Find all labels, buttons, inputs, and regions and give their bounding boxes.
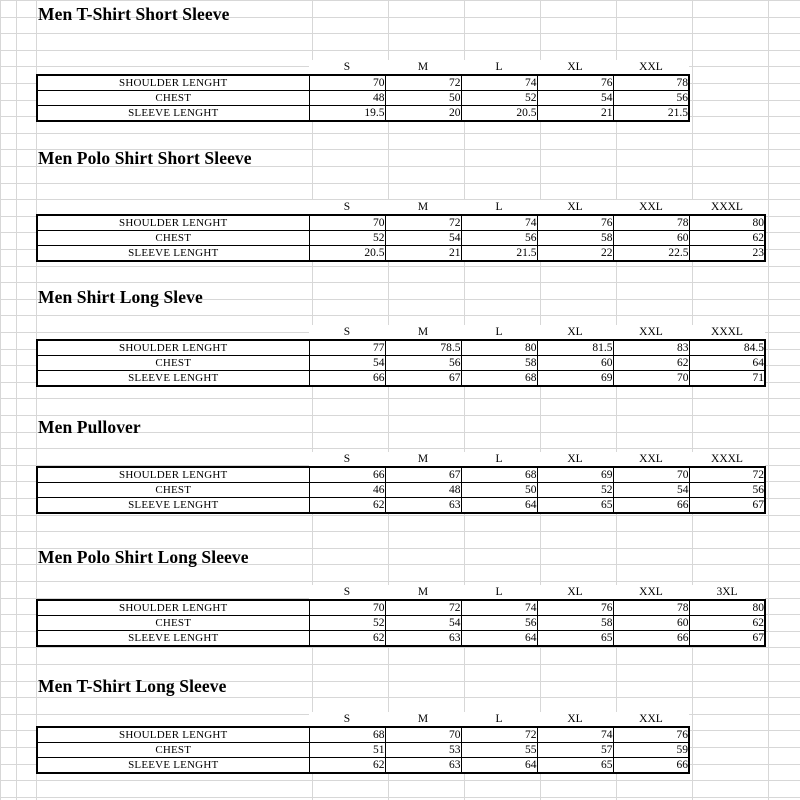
- column-header-l: L: [461, 325, 537, 340]
- measurement-cell: 56: [461, 616, 537, 631]
- column-header-xxxl: XXXL: [689, 452, 765, 467]
- measurement-cell: 65: [537, 498, 613, 514]
- measurement-cell: 74: [461, 600, 537, 616]
- column-header-xxl: XXL: [613, 585, 689, 600]
- column-header-xxxl: XXXL: [689, 200, 765, 215]
- column-header-xl: XL: [537, 452, 613, 467]
- column-header-l: L: [461, 60, 537, 75]
- table-row: [37, 600, 765, 616]
- block-title: Men Pullover: [38, 417, 141, 437]
- column-header-m: M: [385, 60, 461, 75]
- measurement-cell: 80: [461, 340, 537, 356]
- column-header-3xl: 3XL: [689, 585, 765, 600]
- measurement-cell: 70: [309, 215, 385, 231]
- row-label: SLEEVE LENGHT: [37, 371, 309, 387]
- measurement-cell: 66: [309, 467, 385, 483]
- measurement-cell: 69: [537, 467, 613, 483]
- row-label: SLEEVE LENGHT: [37, 631, 309, 647]
- measurement-cell: 70: [309, 600, 385, 616]
- measurement-cell: 53: [385, 743, 461, 758]
- measurement-cell: 60: [613, 231, 689, 246]
- measurement-cell: 59: [613, 743, 689, 758]
- measurement-cell: 50: [385, 91, 461, 106]
- measurement-cell: 76: [613, 727, 689, 743]
- column-header-xxl: XXL: [613, 712, 689, 727]
- column-header-xl: XL: [537, 585, 613, 600]
- measurement-cell: 62: [309, 498, 385, 514]
- column-header-xxl: XXL: [613, 60, 689, 75]
- measurement-cell: 54: [385, 231, 461, 246]
- measurement-cell: 66: [613, 758, 689, 774]
- table-header-row: [37, 325, 765, 340]
- measurement-cell: 64: [461, 758, 537, 774]
- row-label: SLEEVE LENGHT: [37, 498, 309, 514]
- row-label: CHEST: [37, 231, 309, 246]
- measurement-cell: 54: [613, 483, 689, 498]
- measurement-cell: 67: [385, 371, 461, 387]
- measurement-cell: 67: [385, 467, 461, 483]
- column-header-xl: XL: [537, 200, 613, 215]
- measurement-cell: 22: [537, 246, 613, 262]
- table-header-row: [37, 712, 689, 727]
- measurement-cell: 62: [689, 231, 765, 246]
- column-header-xxxl: XXXL: [689, 325, 765, 340]
- measurement-cell: 62: [689, 616, 765, 631]
- measurement-cell: 65: [537, 631, 613, 647]
- block-title: Men Polo Shirt Short Sleeve: [38, 148, 252, 168]
- column-header-s: S: [309, 712, 385, 727]
- measurement-cell: 68: [309, 727, 385, 743]
- measurement-cell: 50: [461, 483, 537, 498]
- measurement-cell: 72: [385, 600, 461, 616]
- measurement-cell: 60: [613, 616, 689, 631]
- column-header-m: M: [385, 325, 461, 340]
- row-label: CHEST: [37, 356, 309, 371]
- measurement-cell: 77: [309, 340, 385, 356]
- measurement-cell: 58: [537, 231, 613, 246]
- measurement-cell: 48: [309, 91, 385, 106]
- size-table: [36, 585, 766, 647]
- column-header-xl: XL: [537, 325, 613, 340]
- measurement-cell: 65: [537, 758, 613, 774]
- table-row: [37, 371, 765, 387]
- measurement-cell: 78: [613, 75, 689, 91]
- measurement-cell: 56: [385, 356, 461, 371]
- measurement-cell: 54: [537, 91, 613, 106]
- measurement-cell: 20: [385, 106, 461, 122]
- size-table: [36, 452, 766, 514]
- measurement-cell: 20.5: [309, 246, 385, 262]
- measurement-cell: 67: [689, 631, 765, 647]
- row-label: SHOULDER LENGHT: [37, 727, 309, 743]
- measurement-cell: 21: [385, 246, 461, 262]
- measurement-cell: 64: [461, 498, 537, 514]
- column-header-s: S: [309, 325, 385, 340]
- measurement-cell: 55: [461, 743, 537, 758]
- measurement-cell: 74: [461, 215, 537, 231]
- measurement-cell: 52: [461, 91, 537, 106]
- measurement-cell: 46: [309, 483, 385, 498]
- measurement-cell: 70: [613, 467, 689, 483]
- table-body: [37, 467, 765, 513]
- measurement-cell: 76: [537, 600, 613, 616]
- measurement-cell: 54: [385, 616, 461, 631]
- table-body: [37, 600, 765, 646]
- measurement-cell: 72: [385, 75, 461, 91]
- table-header-row: [37, 585, 765, 600]
- measurement-cell: 78.5: [385, 340, 461, 356]
- measurement-cell: 57: [537, 743, 613, 758]
- row-label: SLEEVE LENGHT: [37, 246, 309, 262]
- row-label: CHEST: [37, 743, 309, 758]
- table-body: [37, 215, 765, 261]
- table-row: [37, 616, 765, 631]
- measurement-cell: 69: [537, 371, 613, 387]
- measurement-cell: 63: [385, 498, 461, 514]
- table-row: [37, 631, 765, 647]
- header-corner-cell: [37, 200, 309, 215]
- table-row: [37, 91, 689, 106]
- measurement-cell: 52: [309, 231, 385, 246]
- header-corner-cell: [37, 712, 309, 727]
- table-header-row: [37, 200, 765, 215]
- table-row: [37, 483, 765, 498]
- table-row: [37, 356, 765, 371]
- column-header-l: L: [461, 585, 537, 600]
- measurement-cell: 72: [385, 215, 461, 231]
- measurement-cell: 62: [613, 356, 689, 371]
- column-header-m: M: [385, 200, 461, 215]
- measurement-cell: 64: [689, 356, 765, 371]
- row-label: CHEST: [37, 616, 309, 631]
- table-body: [37, 75, 689, 121]
- measurement-cell: 80: [689, 600, 765, 616]
- column-header-l: L: [461, 452, 537, 467]
- measurement-cell: 80: [689, 215, 765, 231]
- row-label: SHOULDER LENGHT: [37, 215, 309, 231]
- measurement-cell: 66: [613, 498, 689, 514]
- row-label: CHEST: [37, 91, 309, 106]
- size-table: [36, 60, 690, 122]
- measurement-cell: 20.5: [461, 106, 537, 122]
- row-label: SHOULDER LENGHT: [37, 75, 309, 91]
- block-title: Men T-Shirt Short Sleeve: [38, 4, 230, 24]
- measurement-cell: 21.5: [613, 106, 689, 122]
- row-label: SHOULDER LENGHT: [37, 467, 309, 483]
- measurement-cell: 60: [537, 356, 613, 371]
- measurement-cell: 78: [613, 600, 689, 616]
- table-row: [37, 246, 765, 262]
- measurement-cell: 72: [689, 467, 765, 483]
- measurement-cell: 68: [461, 467, 537, 483]
- measurement-cell: 56: [689, 483, 765, 498]
- measurement-cell: 21: [537, 106, 613, 122]
- column-header-l: L: [461, 712, 537, 727]
- measurement-cell: 54: [309, 356, 385, 371]
- measurement-cell: 83: [613, 340, 689, 356]
- row-label: SLEEVE LENGHT: [37, 106, 309, 122]
- measurement-cell: 63: [385, 631, 461, 647]
- measurement-cell: 70: [385, 727, 461, 743]
- measurement-cell: 63: [385, 758, 461, 774]
- measurement-cell: 52: [309, 616, 385, 631]
- table-row: [37, 215, 765, 231]
- table-row: [37, 498, 765, 514]
- measurement-cell: 76: [537, 75, 613, 91]
- table-body: [37, 727, 689, 773]
- row-label: CHEST: [37, 483, 309, 498]
- block-title: Men Polo Shirt Long Sleeve: [38, 547, 249, 567]
- measurement-cell: 84.5: [689, 340, 765, 356]
- table-row: [37, 727, 689, 743]
- column-header-m: M: [385, 712, 461, 727]
- header-corner-cell: [37, 585, 309, 600]
- measurement-cell: 78: [613, 215, 689, 231]
- column-header-xl: XL: [537, 60, 613, 75]
- table-row: [37, 340, 765, 356]
- row-label: SLEEVE LENGHT: [37, 758, 309, 774]
- table-body: [37, 340, 765, 386]
- header-corner-cell: [37, 60, 309, 75]
- measurement-cell: 70: [613, 371, 689, 387]
- table-row: [37, 106, 689, 122]
- measurement-cell: 66: [613, 631, 689, 647]
- measurement-cell: 48: [385, 483, 461, 498]
- table-header-row: [37, 452, 765, 467]
- row-label: SHOULDER LENGHT: [37, 340, 309, 356]
- size-table: [36, 325, 766, 387]
- column-header-s: S: [309, 200, 385, 215]
- table-row: [37, 467, 765, 483]
- table-row: [37, 75, 689, 91]
- column-header-m: M: [385, 585, 461, 600]
- column-header-xxl: XXL: [613, 452, 689, 467]
- column-header-xxl: XXL: [613, 200, 689, 215]
- measurement-cell: 22.5: [613, 246, 689, 262]
- measurement-cell: 58: [537, 616, 613, 631]
- measurement-cell: 76: [537, 215, 613, 231]
- measurement-cell: 71: [689, 371, 765, 387]
- measurement-cell: 62: [309, 631, 385, 647]
- measurement-cell: 72: [461, 727, 537, 743]
- measurement-cell: 66: [309, 371, 385, 387]
- measurement-cell: 64: [461, 631, 537, 647]
- column-header-xl: XL: [537, 712, 613, 727]
- block-title: Men T-Shirt Long Sleeve: [38, 676, 227, 696]
- size-table: [36, 712, 690, 774]
- block-title: Men Shirt Long Sleve: [38, 287, 203, 307]
- measurement-cell: 23: [689, 246, 765, 262]
- table-row: [37, 743, 689, 758]
- measurement-cell: 67: [689, 498, 765, 514]
- column-header-s: S: [309, 60, 385, 75]
- table-header-row: [37, 60, 689, 75]
- measurement-cell: 56: [613, 91, 689, 106]
- measurement-cell: 51: [309, 743, 385, 758]
- measurement-cell: 62: [309, 758, 385, 774]
- measurement-cell: 70: [309, 75, 385, 91]
- measurement-cell: 74: [537, 727, 613, 743]
- measurement-cell: 56: [461, 231, 537, 246]
- column-header-l: L: [461, 200, 537, 215]
- measurement-cell: 68: [461, 371, 537, 387]
- header-corner-cell: [37, 452, 309, 467]
- measurement-cell: 81.5: [537, 340, 613, 356]
- table-row: [37, 758, 689, 774]
- column-header-xxl: XXL: [613, 325, 689, 340]
- measurement-cell: 21.5: [461, 246, 537, 262]
- column-header-m: M: [385, 452, 461, 467]
- measurement-cell: 19.5: [309, 106, 385, 122]
- table-row: [37, 231, 765, 246]
- measurement-cell: 58: [461, 356, 537, 371]
- measurement-cell: 74: [461, 75, 537, 91]
- column-header-s: S: [309, 452, 385, 467]
- column-header-s: S: [309, 585, 385, 600]
- size-table: [36, 200, 766, 262]
- header-corner-cell: [37, 325, 309, 340]
- measurement-cell: 52: [537, 483, 613, 498]
- row-label: SHOULDER LENGHT: [37, 600, 309, 616]
